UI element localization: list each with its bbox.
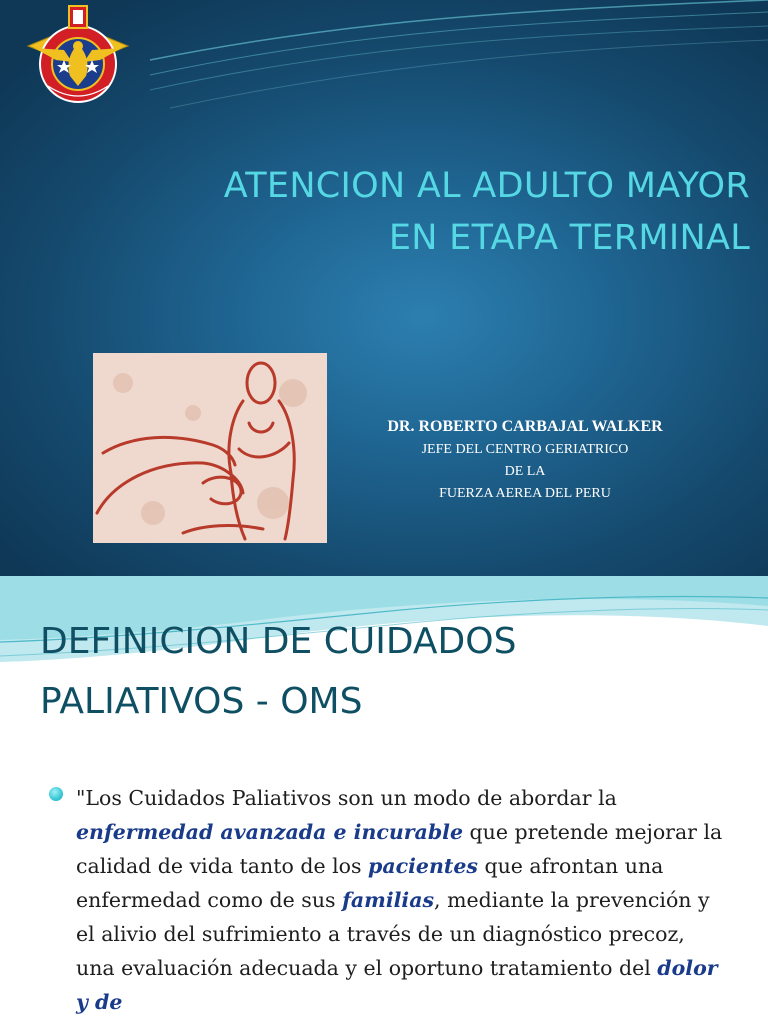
text-segment: "Los Cuidados Paliativos son un modo de abordar la <box>76 786 617 810</box>
slide-title <box>40 612 740 732</box>
title-line-1: ATENCION AL ADULTO MAYOR <box>223 166 750 206</box>
eagle-emblem-icon <box>22 2 134 114</box>
sketch-figure-icon <box>93 353 327 543</box>
highlight-segment: enfermedad avanzada e incurable <box>76 820 463 844</box>
slide-title <box>20 160 750 264</box>
text-segment: que afrontan una enfermedad como de sus <box>76 854 664 912</box>
author-line-1: JEFE DEL CENTRO GERIATRICO <box>421 442 629 457</box>
bullet-paragraph <box>76 781 726 1019</box>
title-line-2: EN ETAPA TERMINAL <box>388 218 750 258</box>
highlight-segment: dolor y de <box>76 956 718 1014</box>
title-line-1: DEFINICION DE CUIDADOS <box>40 621 517 662</box>
author-block <box>330 415 720 505</box>
highlight-segment: familias <box>342 888 435 912</box>
text-segment: que pretende mejorar la calidad de vida tanto de los <box>76 820 723 878</box>
text-segment: , mediante la prevención y el alivio del sufrimiento a través de un diagnóstico precoz, una evaluación adecuada y el oportuno tratamiento del <box>76 888 710 980</box>
highlight-segment: pacientes <box>368 854 478 878</box>
author-name: DR. ROBERTO CARBAJAL WALKER <box>387 418 663 435</box>
author-line-2: DE LA <box>504 464 546 479</box>
bullet-dot-icon <box>49 787 63 801</box>
author-line-3: FUERZA AEREA DEL PERU <box>439 486 611 501</box>
definition-slide <box>0 576 768 1024</box>
title-line-2: PALIATIVOS - OMS <box>40 681 363 722</box>
